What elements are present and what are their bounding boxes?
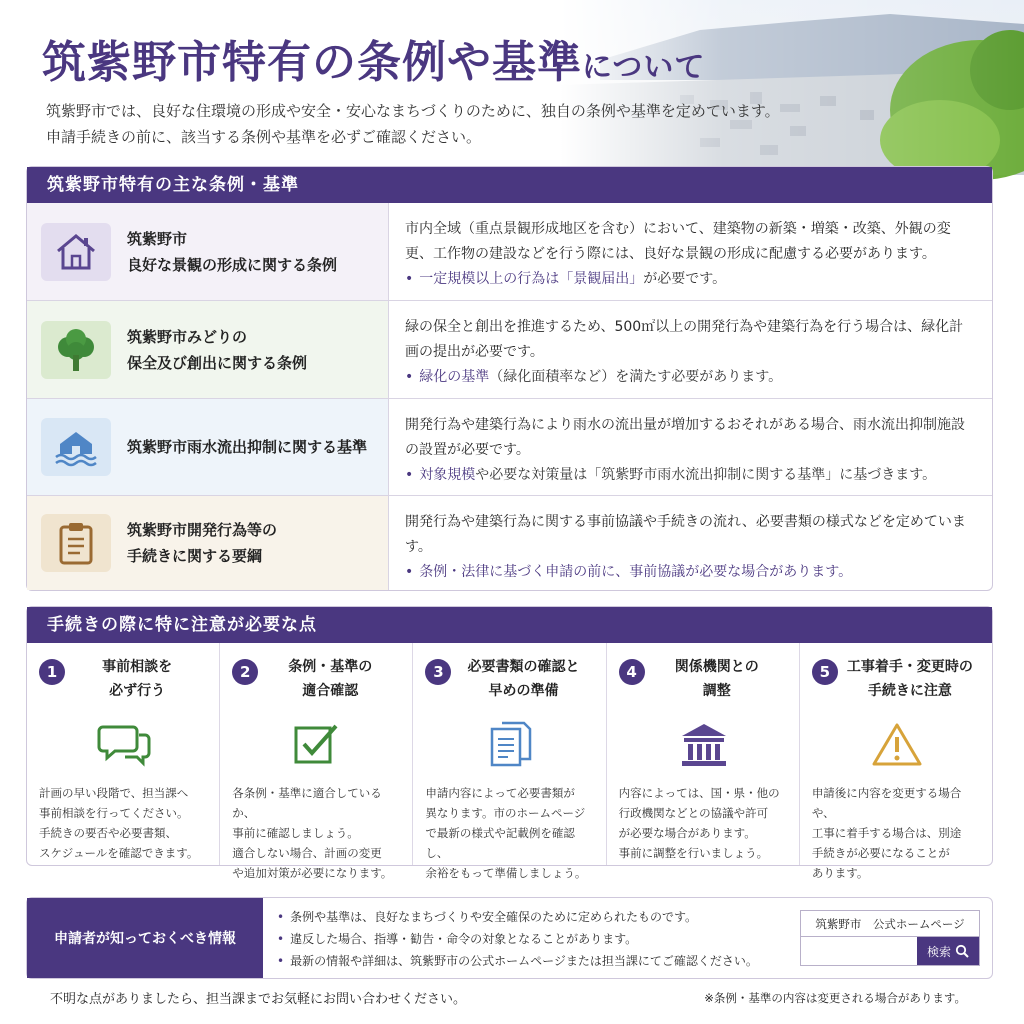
point-text-line: 手続きの要否や必要書類、	[39, 826, 177, 840]
point-text-line: 申請後に内容を変更する場合や、	[811, 786, 962, 820]
ordinance-desc: 緑の保全と創出を推進するため、500㎡以上の開発行為や建築行為を行う場合は、緑化計画の提出が必要です。	[405, 319, 964, 360]
info-list-item: • 条例や基準は、良好なまちづくりや安全確保のために定められたものです。	[277, 910, 698, 924]
ordinance-name	[127, 517, 277, 569]
search-icon	[955, 944, 969, 958]
house-icon	[41, 223, 111, 281]
point-text	[619, 783, 789, 863]
point-text-line: スケジュールを確認できます。	[39, 846, 199, 860]
ordinance-note-highlight: 一定規模以上の行為は「景観届出」	[419, 271, 644, 287]
point-text-line: 事前に調整を行いましょう。	[618, 846, 769, 860]
point-item	[800, 643, 992, 880]
point-title-line-1: 事前相談を	[102, 659, 173, 675]
ordinance-row	[27, 300, 992, 398]
ordinance-desc-cell	[389, 496, 992, 590]
info-list-text: 違反した場合、指導・勧告・命令の対象となることがあります。	[290, 932, 638, 946]
point-text-line: 各条例・基準に適合しているか、	[232, 786, 382, 820]
ordinance-row	[27, 398, 992, 495]
point-text	[425, 783, 595, 883]
point-text-line: や追加対策が必要になります。	[232, 866, 393, 880]
ordinance-name	[127, 434, 367, 460]
ordinance-note-rest: や必要な対策量は「筑紫野市雨水流出抑制に関する基準」に基づきます。	[475, 467, 937, 483]
ordinance-note-rest: （緑化面積率など）を満たす必要があります。	[489, 369, 783, 385]
point-text-line: あります。	[811, 866, 869, 880]
points-panel	[26, 606, 993, 880]
points-heading: 手続きの際に特に注意が必要な点	[27, 607, 992, 643]
point-item	[413, 643, 606, 880]
ordinance-note: • 条例・法律に基づく申請の前に、事前協議が必要な場合があります。	[405, 564, 853, 580]
ordinance-desc: 開発行為や建築行為により雨水の流出量が増加するおそれがある場合、雨水流出抑制施設の設置が必要です。	[405, 417, 965, 458]
point-text-line: 工事に着手する場合は、別途	[811, 826, 962, 840]
ordinance-row	[27, 495, 992, 590]
point-text	[232, 783, 402, 883]
point-text-line: 行政機関などとの協議や許可	[618, 806, 769, 820]
tree-icon	[41, 321, 111, 379]
point-text	[812, 783, 982, 883]
ordinance-note: • 対象規模や必要な対策量は「筑紫野市雨水流出抑制に関する基準」に基づきます。	[405, 467, 937, 483]
point-text-line: が必要な場合があります。	[618, 826, 756, 840]
ordinances-rows	[27, 203, 992, 590]
ordinance-name-line-1: 筑紫野市	[127, 229, 188, 248]
point-title-line-1: 条例・基準の	[288, 659, 373, 675]
ordinance-note: • 緑化の基準（緑化面積率など）を満たす必要があります。	[405, 369, 783, 385]
point-number: 4	[619, 659, 645, 685]
info-list-text: 条例や基準は、良好なまちづくりや安全確保のために定められたものです。	[290, 910, 698, 924]
point-text-line: 適合しない場合、計画の変更	[232, 846, 382, 860]
official-site-name: 筑紫野市 公式ホームページ	[801, 911, 979, 937]
lead-line-1: 筑紫野市では、良好な住環境の形成や安全・安心なまちづくりのために、独自の条例や基準を定めています。	[46, 102, 780, 120]
ordinance-row	[27, 203, 992, 300]
point-number: 5	[812, 659, 838, 685]
point-text-line: 異なります。市のホームページ	[425, 806, 586, 820]
ordinance-desc-cell	[389, 203, 992, 300]
ordinance-name-line-1: 筑紫野市みどりの	[127, 327, 248, 346]
ordinance-note: • 一定規模以上の行為は「景観届出」が必要です。	[405, 271, 727, 287]
point-text-line: 内容によっては、国・県・他の	[618, 786, 780, 800]
point-title-line-2: 適合確認	[302, 683, 359, 699]
lead-text	[46, 98, 780, 150]
point-title	[65, 655, 209, 703]
government-building-icon	[619, 709, 789, 779]
ordinance-name-line-2: 保全及び創出に関する条例	[127, 353, 308, 372]
points-list	[27, 643, 992, 880]
ordinance-name-cell	[27, 301, 389, 398]
footer-contact-note: 不明な点がありましたら、担当課までお気軽にお問い合わせください。	[50, 992, 467, 1007]
point-title	[258, 655, 402, 703]
applicant-info-label: 申請者が知っておくべき情報	[27, 898, 263, 978]
checkbox-icon	[232, 709, 402, 779]
documents-icon	[425, 709, 595, 779]
point-number: 3	[425, 659, 451, 685]
point-head	[39, 655, 209, 705]
ordinance-desc: 開発行為や建築行為に関する事前協議や手続きの流れ、必要書類の様式などを定めています。	[405, 514, 966, 555]
official-site-search	[800, 910, 980, 966]
point-head	[232, 655, 402, 705]
point-title-line-2: 必ず行う	[109, 683, 166, 699]
ordinance-name-line-2: 手続きに関する要綱	[127, 547, 263, 565]
point-text-line: 手続きが必要になることが	[811, 846, 950, 860]
point-head	[619, 655, 789, 705]
page-title-main: 筑紫野市特有の条例や基準	[42, 37, 582, 88]
ordinances-heading: 筑紫野市特有の主な条例・基準	[27, 167, 992, 203]
site-search-input[interactable]	[801, 937, 917, 965]
point-title-line-1: 関係機関との	[674, 659, 759, 675]
point-title-line-2: 早めの準備	[488, 683, 559, 699]
ordinance-name-line-1: 筑紫野市開発行為等の	[127, 521, 278, 539]
ordinance-note-highlight: 条例・法律に基づく申請の前に、事前協議が必要な場合があります。	[419, 564, 853, 580]
ordinance-name-cell	[27, 399, 389, 495]
page-title	[42, 26, 705, 90]
site-search-bar	[801, 937, 979, 965]
info-list-item: • 最新の情報や詳細は、筑紫野市の公式ホームページまたは担当課にてご確認ください。	[277, 954, 758, 968]
point-head	[812, 655, 982, 705]
point-title-line-1: 必要書類の確認と	[467, 659, 580, 675]
point-title-line-2: 調整	[702, 683, 731, 699]
ordinance-note-highlight: 対象規模	[419, 467, 476, 483]
point-title	[645, 655, 789, 703]
ordinance-note-rest: が必要です。	[643, 271, 727, 287]
point-title	[838, 655, 982, 703]
info-list-text: 最新の情報や詳細は、筑紫野市の公式ホームページまたは担当課にてご確認ください。	[290, 954, 758, 968]
point-text-line: 事前に確認しましょう。	[232, 826, 359, 840]
ordinance-name	[127, 226, 337, 278]
point-text-line: 計画の早い段階で、担当課へ	[39, 786, 189, 800]
point-text-line: で最新の様式や記載例を確認し、	[425, 826, 575, 860]
flood-house-icon	[41, 418, 111, 476]
point-text-line: 事前相談を行ってください。	[39, 806, 189, 820]
point-head	[425, 655, 595, 705]
ordinance-desc-cell	[389, 301, 992, 398]
point-item	[607, 643, 800, 865]
point-title-line-1: 工事着手・変更時の	[846, 659, 973, 675]
point-text-line: 申請内容によって必要書類が	[425, 786, 575, 800]
point-text	[39, 783, 209, 863]
clipboard-icon	[41, 514, 111, 572]
ordinances-panel	[26, 166, 993, 591]
footer-disclaimer: ※条例・基準の内容は変更される場合があります。	[704, 991, 966, 1005]
point-item	[220, 643, 413, 880]
applicant-info-list	[263, 898, 800, 978]
point-text-line: 余裕をもって準備しましょう。	[425, 866, 587, 880]
point-number: 2	[232, 659, 258, 685]
ordinance-name-line-2: 良好な景観の形成に関する条例	[127, 255, 338, 274]
ordinance-name	[127, 324, 307, 376]
point-title	[451, 655, 595, 703]
chat-bubbles-icon	[39, 709, 209, 779]
page-title-suffix: について	[582, 50, 706, 85]
point-item	[27, 643, 220, 865]
ordinance-desc: 市内全域（重点景観形成地区を含む）において、建築物の新築・増築・改築、外観の変更、工作物の建設などを行う際には、良好な景観の形成に配慮する必要があります。	[405, 221, 951, 262]
point-title-line-2: 手続きに注意	[867, 683, 952, 699]
ordinance-note-highlight: 緑化の基準	[419, 369, 490, 385]
ordinance-name-cell	[27, 203, 389, 300]
info-list-item: • 違反した場合、指導・勧告・命令の対象となることがあります。	[277, 932, 638, 946]
search-button-label: 検索	[926, 944, 951, 959]
ordinance-name-cell	[27, 496, 389, 590]
lead-line-2: 申請手続きの前に、該当する条例や基準を必ずご確認ください。	[46, 128, 482, 146]
warning-icon	[812, 709, 982, 779]
ordinance-name-line-1: 筑紫野市雨水流出抑制に関する基準	[127, 438, 368, 456]
ordinance-desc-cell	[389, 399, 992, 495]
point-number: 1	[39, 659, 65, 685]
site-search-button[interactable]	[917, 937, 979, 965]
applicant-info-box	[26, 897, 993, 979]
